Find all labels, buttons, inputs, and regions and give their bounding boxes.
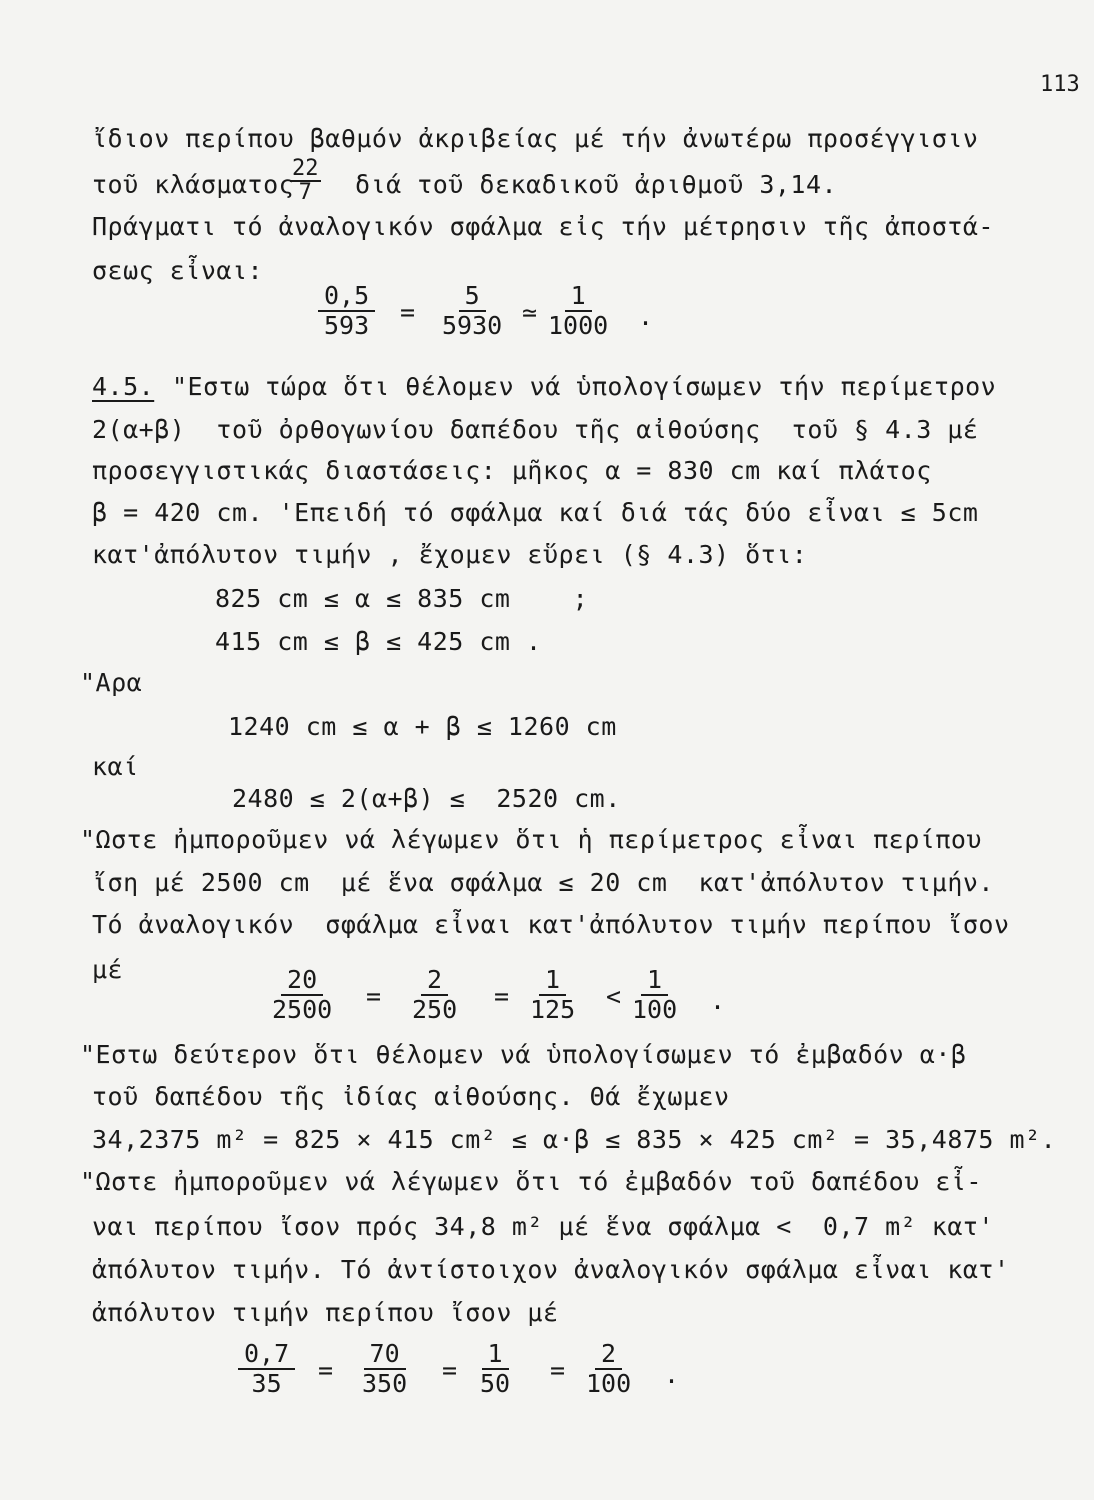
text-line-2b: διά τοῦ δεκαδικοῦ ἀριθμοῦ 3,14.: [355, 170, 838, 199]
text-line-5: "Εστω τώρα ὅτι θέλομεν νά ὑπολογίσωμεν τήν περίμετρον: [172, 372, 997, 401]
fraction-denominator: 250: [412, 995, 458, 1024]
fraction-denominator: 100: [586, 1369, 632, 1398]
fraction-denominator: 7: [298, 180, 312, 205]
eq2-operator-1: =: [366, 982, 382, 1011]
eq3-operator-3: =: [550, 1356, 566, 1385]
eq3-fraction-c: [480, 1340, 510, 1398]
eq2-fraction-c: [530, 966, 575, 1024]
fraction-numerator: 5: [459, 282, 486, 312]
eq1-fraction-c: [548, 282, 608, 340]
fraction-denominator: 100: [632, 995, 678, 1024]
text-ara: "Αρα: [80, 668, 143, 697]
page-number: 113: [1040, 72, 1080, 97]
eq2-operator-3: <: [606, 982, 622, 1011]
text-line-1: ἴδιον περίπου βαθμόν ἀκριβείας μέ τήν ἀνωτέρω προσέγγισιν: [92, 124, 979, 153]
eq1-fraction-a: [318, 282, 375, 340]
eq1-period: .: [638, 302, 654, 331]
text-line-25: ἀπόλυτον τιμήν. Τό ἀντίστοιχον ἀναλογικόν σφάλμα εἶναι κατ': [92, 1255, 1010, 1284]
eq2-fraction-b: [412, 966, 457, 1024]
text-line-4: σεως εἶναι:: [92, 256, 264, 285]
inequality-sum: 1240 cm ≤ α + β ≤ 1260 cm: [228, 712, 617, 741]
text-line-19: μέ: [92, 955, 124, 984]
fraction-denominator: 2500: [272, 995, 333, 1024]
fraction-denominator: 125: [530, 995, 576, 1024]
fraction-denominator: 350: [362, 1369, 408, 1398]
eq1-operator-2: ≃: [522, 298, 538, 327]
eq3-fraction-d: [586, 1340, 631, 1398]
fraction-numerator: 1: [539, 966, 566, 996]
text-line-2a: τοῦ κλάσματος: [92, 170, 295, 199]
inequality-perimeter: 2480 ≤ 2(α+β) ≤ 2520 cm.: [232, 784, 621, 813]
text-line-3: Πράγματι τό ἀναλογικόν σφάλμα εἰς τήν μέτρησιν τῆς ἀποστά-: [92, 212, 994, 241]
fraction-numerator: 20: [281, 966, 323, 996]
fraction-numerator: 0,5: [318, 282, 375, 312]
fraction-numerator: 2: [421, 966, 448, 996]
eq3-operator-1: =: [318, 1356, 334, 1385]
fraction-numerator: 0,7: [238, 1340, 295, 1370]
text-kai: καί: [92, 752, 139, 781]
eq1-operator-1: =: [400, 298, 416, 327]
text-line-20: "Εστω δεύτερον ὅτι θέλομεν νά ὑπολογίσωμεν τό ἐμβαδόν α·β: [80, 1040, 967, 1069]
eq2-operator-2: =: [494, 982, 510, 1011]
fraction-denominator: 593: [324, 311, 370, 340]
text-line-7: προσεγγιστικάς διαστάσεις: μῆκος α = 830 cm καί πλάτος: [92, 456, 932, 485]
fraction-denominator: 50: [480, 1369, 511, 1398]
eq3-period: .: [664, 1360, 680, 1389]
eq2-fraction-a: [272, 966, 332, 1024]
eq3-operator-2: =: [442, 1356, 458, 1385]
fraction-22-7: [290, 158, 321, 204]
fraction-denominator: 35: [251, 1369, 282, 1398]
text-line-9: κατ'ἀπόλυτον τιμήν , ἔχομεν εὕρει (§ 4.3) ὅτι:: [92, 540, 808, 569]
section-number: 4.5.: [92, 372, 155, 401]
eq3-fraction-b: [362, 1340, 407, 1398]
text-line-17: ἴση μέ 2500 cm μέ ἕνα σφάλμα ≤ 20 cm κατ'ἀπόλυτον τιμήν.: [92, 868, 994, 897]
text-line-16: "Ωστε ἠμποροῦμεν νά λέγωμεν ὅτι ἡ περίμετρος εἶναι περίπου: [80, 825, 982, 854]
fraction-denominator: 1000: [548, 311, 609, 340]
inequality-beta: 415 cm ≤ β ≤ 425 cm .: [215, 627, 542, 656]
text-line-24: ναι περίπου ἴσον πρός 34,8 m² μέ ἕνα σφάλμα < 0,7 m² κατ': [92, 1212, 994, 1241]
eq2-period: .: [710, 986, 726, 1015]
fraction-numerator: 1: [565, 282, 592, 312]
eq2-fraction-d: [632, 966, 677, 1024]
fraction-numerator: 1: [641, 966, 668, 996]
eq1-fraction-b: [442, 282, 502, 340]
fraction-numerator: 2: [595, 1340, 622, 1370]
text-line-8: β = 420 cm. 'Επειδή τό σφάλμα καί διά τάς δύο εἶναι ≤ 5cm: [92, 498, 979, 527]
text-line-22: 34,2375 m² = 825 × 415 cm² ≤ α·β ≤ 835 × 425 cm² = 35,4875 m².: [92, 1125, 1057, 1154]
fraction-numerator: 22: [292, 156, 319, 181]
inequality-alpha: 825 cm ≤ α ≤ 835 cm ;: [215, 584, 589, 613]
eq3-fraction-a: [238, 1340, 295, 1398]
text-line-18: Τό ἀναλογικόν σφάλμα εἶναι κατ'ἀπόλυτον τιμήν περίπου ἴσον: [92, 910, 1010, 939]
text-line-23: "Ωστε ἠμποροῦμεν νά λέγωμεν ὅτι τό ἐμβαδόν τοῦ δαπέδου εἶ-: [80, 1167, 982, 1196]
text-line-26: ἀπόλυτον τιμήν περίπου ἴσον μέ: [92, 1298, 559, 1327]
fraction-numerator: 1: [482, 1340, 509, 1370]
fraction-numerator: 70: [364, 1340, 406, 1370]
text-line-6: 2(α+β) τοῦ ὀρθογωνίου δαπέδου τῆς αἰθούσης τοῦ § 4.3 μέ: [92, 415, 979, 444]
fraction-denominator: 5930: [442, 311, 503, 340]
text-line-21: τοῦ δαπέδου τῆς ἰδίας αἰθούσης. Θά ἔχωμεν: [92, 1082, 730, 1111]
